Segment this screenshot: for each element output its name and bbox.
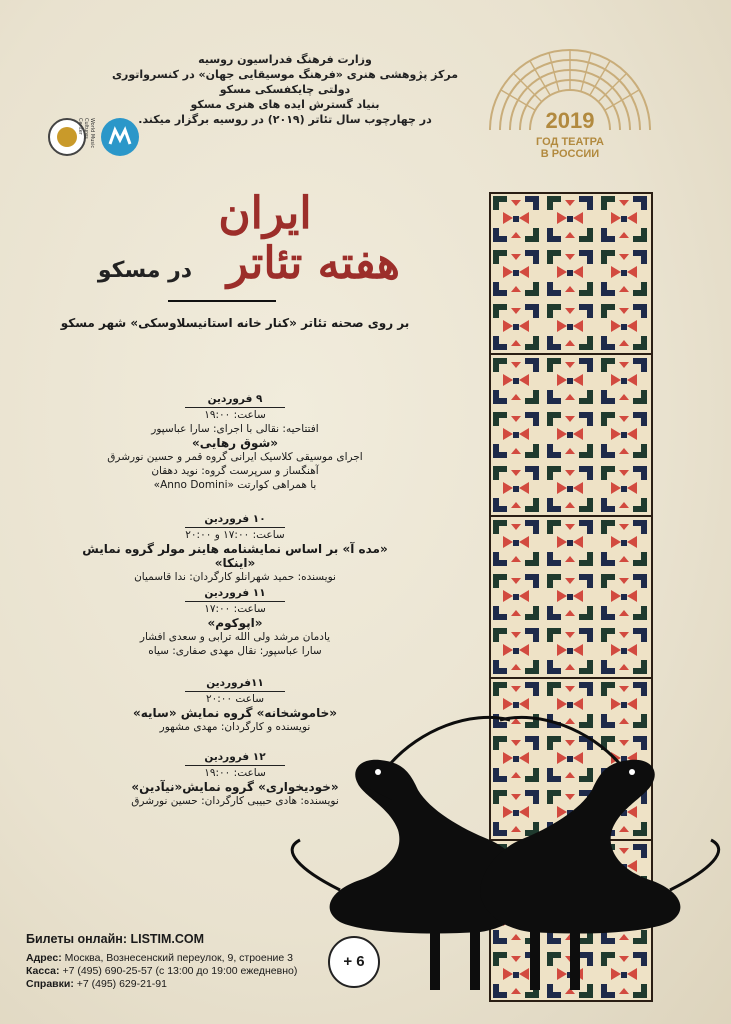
program-day-3 (70, 586, 400, 658)
address-label: Адрес: (26, 952, 62, 964)
wmc-logo-label: World Music Cultures Center (77, 118, 95, 149)
program-title: «مده آ» بر اساس نمایشنامه هاینر مولر گروه نمایش «اینکا» (82, 542, 388, 570)
box-office-value: +7 (495) 690-25-57 (с 13:00 до 19:00 ежедневно) (62, 965, 298, 977)
program-date: ۱۱ فروردین (204, 587, 266, 599)
emblem-line-2: В РОССИИ (540, 148, 600, 160)
org-line-3: بنیاد گسترش ایده های هنری مسکو (190, 98, 380, 111)
program-time: ساعت ۲۰:۰۰ (205, 693, 265, 705)
org-line-2: مرکز پژوهشی هنری «فرهنگ موسیقایی جهان» در کنسرواتوری دولتی چایکفسکی مسکو (111, 68, 459, 96)
ticket-info (26, 932, 336, 991)
info-label: Справки: (26, 978, 74, 990)
program-time: ساعت: ۱۹:۰۰ (204, 767, 266, 779)
program-time: ساعت: ۱۷:۰۰ و ۲۰:۰۰ (185, 529, 285, 541)
address-value: Москва, Вознесенский переулок, 9, строение 3 (64, 952, 293, 964)
program-line: نویسنده و کارگردان: مهدی مشهور (159, 721, 311, 733)
org-line-1: وزارت فرهنگ فدراسیون روسیه (198, 53, 372, 66)
program-time: ساعت: ۱۷:۰۰ (204, 603, 266, 615)
address-line (26, 952, 336, 965)
emblem-line-1: ГОД ТЕАТРА (536, 136, 604, 148)
box-office-line (26, 965, 336, 978)
tickets-online-label: Билеты онлайн: (26, 932, 127, 946)
program-title: «شوق رهایی» (191, 436, 279, 450)
program-line: با همراهی کوارتت «Anno Domini» (153, 479, 317, 491)
program-line: نویسنده: حمید شهرانلو کارگردان: ندا قاسمیان (134, 571, 336, 583)
program-line: افتتاحیه: نقالی با اجرای: سارا عباسپور (151, 423, 319, 435)
program-date: ۱۰ فروردین (204, 513, 266, 525)
program-line: نویسنده: هادی حبیبی کارگردان: حسین نورشرق (131, 795, 339, 807)
title-iran: ایران (218, 188, 312, 239)
program-title: «اپوکوم» (207, 616, 263, 630)
venue-subtitle: بر روی صحنه تئاتر «کنار خانه استانیسلاوسکی» شهر مسکو (60, 316, 410, 330)
info-line (26, 978, 336, 991)
program-line: سارا عباسپور: نقال مهدی صفاری: سیاه (148, 645, 322, 657)
program-line: اجرای موسیقی کلاسیک ایرانی گروه قمر و حسین نورشرق (107, 451, 363, 463)
emblem-year: 2019 (545, 108, 595, 133)
program-title: «خاموشخانه» گروه نمایش «سایه» (133, 706, 337, 720)
box-office-label: Касса: (26, 965, 60, 977)
program-line: یادمان مرشد ولی الله ترابی و سعدی افشار (139, 631, 331, 643)
org-line-4: در چهارچوب سال تئاتر (۲۰۱۹) در روسیه برگزار میکند. (138, 113, 432, 126)
program-line: آهنگساز و سرپرست گروه: نوید دهقان (151, 465, 319, 477)
program-date: ۱۱فروردین (206, 677, 264, 689)
tickets-online-site[interactable]: LISTIM.COM (130, 932, 205, 946)
program-date: ۹ فروردین (207, 393, 263, 405)
title-underline (168, 300, 276, 302)
program-title: «خودیخواری» گروه نمایش«نیآدین» (131, 780, 339, 794)
title-in-moscow: در مسکو (97, 258, 193, 283)
program-time: ساعت: ۱۹:۰۰ (204, 409, 266, 421)
organizers-block (100, 52, 470, 127)
wmc-logo-icon (101, 118, 139, 156)
program-day-2 (70, 512, 400, 584)
emblem-text (472, 136, 668, 160)
program-day-1 (70, 392, 400, 492)
age-rating-badge: + 6 (328, 936, 380, 988)
world-music-center-logo (77, 118, 139, 156)
program-date: ۱۲ فروردین (204, 751, 266, 763)
tickets-online (26, 932, 336, 946)
info-value: +7 (495) 629-21-91 (76, 978, 167, 990)
title-theatre-week: هفته تئاتر (226, 238, 400, 289)
